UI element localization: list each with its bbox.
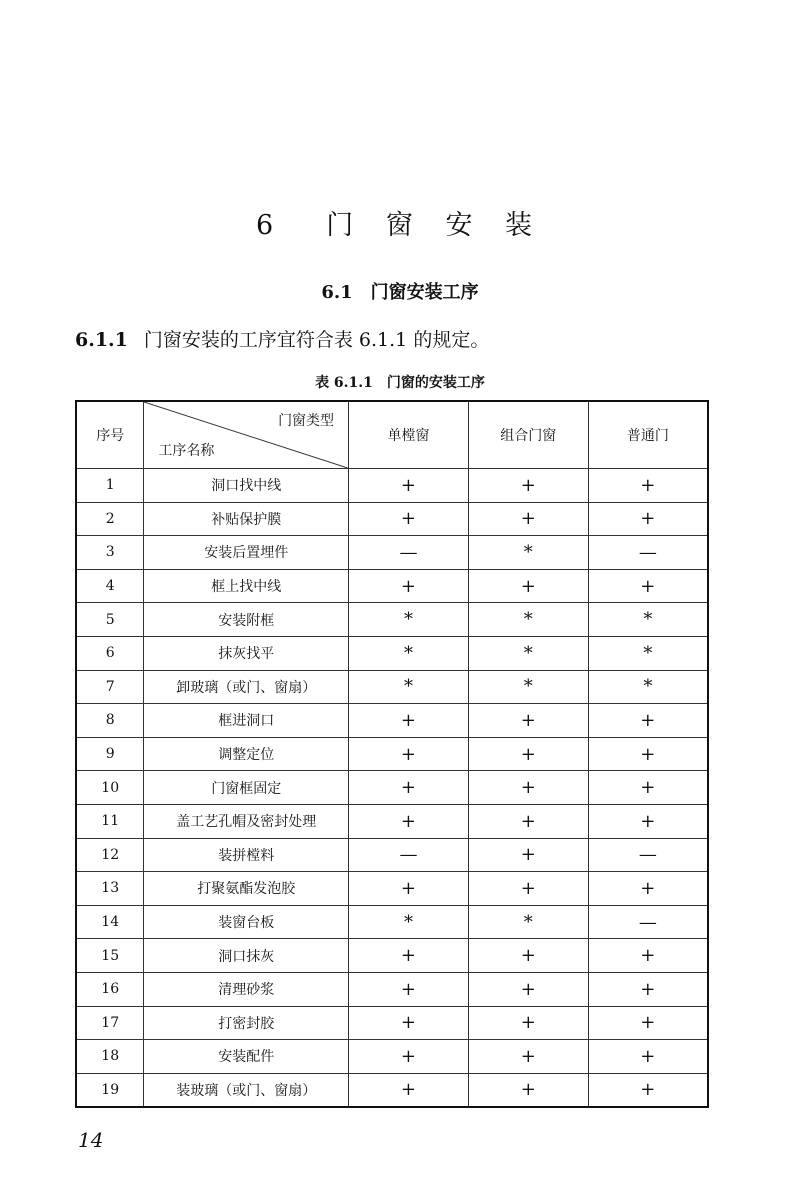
row-seq: 7 [76, 670, 144, 704]
row-single-window: + [349, 1040, 469, 1074]
row-ordinary-door: — [588, 905, 708, 939]
row-combined-door-window: * [468, 536, 588, 570]
row-combined-door-window: * [468, 670, 588, 704]
row-combined-door-window: + [468, 771, 588, 805]
table-row [76, 502, 708, 536]
row-procedure: 卸玻璃（或门、窗扇） [144, 670, 349, 704]
row-ordinary-door: + [588, 771, 708, 805]
row-ordinary-door: * [588, 603, 708, 637]
row-seq: 1 [76, 469, 144, 503]
row-seq: 13 [76, 872, 144, 906]
table-row [76, 905, 708, 939]
row-single-window: + [349, 569, 469, 603]
section-title: 门窗安装工序 [370, 282, 479, 303]
table-body [76, 469, 708, 1108]
row-single-window: * [349, 636, 469, 670]
row-single-window: + [349, 872, 469, 906]
row-ordinary-door: + [588, 469, 708, 503]
table-row [76, 704, 708, 738]
section-heading [0, 278, 800, 304]
table-caption-number: 表 6.1.1 [315, 375, 373, 391]
row-seq: 16 [76, 972, 144, 1006]
row-combined-door-window: * [468, 905, 588, 939]
chapter-name: 门 窗 安 装 [326, 210, 545, 241]
row-ordinary-door: + [588, 502, 708, 536]
row-single-window: — [349, 838, 469, 872]
table-row [76, 1040, 708, 1074]
row-seq: 10 [76, 771, 144, 805]
row-procedure: 框进洞口 [144, 704, 349, 738]
row-procedure: 安装后置埋件 [144, 536, 349, 570]
table-row [76, 972, 708, 1006]
row-ordinary-door: + [588, 804, 708, 838]
row-seq: 15 [76, 939, 144, 973]
table-row [76, 569, 708, 603]
row-seq: 14 [76, 905, 144, 939]
row-ordinary-door: + [588, 569, 708, 603]
table-row [76, 939, 708, 973]
row-ordinary-door: + [588, 737, 708, 771]
row-combined-door-window: * [468, 636, 588, 670]
row-procedure: 框上找中线 [144, 569, 349, 603]
row-combined-door-window: + [468, 569, 588, 603]
row-ordinary-door: * [588, 636, 708, 670]
row-procedure: 打聚氨酯发泡胶 [144, 872, 349, 906]
header-diagonal-cell [144, 401, 349, 469]
row-procedure: 门窗框固定 [144, 771, 349, 805]
row-ordinary-door: — [588, 838, 708, 872]
row-procedure: 洞口找中线 [144, 469, 349, 503]
row-procedure: 装窗台板 [144, 905, 349, 939]
row-seq: 11 [76, 804, 144, 838]
row-seq: 9 [76, 737, 144, 771]
row-seq: 2 [76, 502, 144, 536]
row-ordinary-door: + [588, 1040, 708, 1074]
row-seq: 3 [76, 536, 144, 570]
table-row [76, 737, 708, 771]
row-combined-door-window: + [468, 939, 588, 973]
row-single-window: * [349, 603, 469, 637]
row-combined-door-window: + [468, 972, 588, 1006]
row-procedure: 装玻璃（或门、窗扇） [144, 1073, 349, 1107]
header-single-window: 单樘窗 [349, 401, 469, 469]
row-single-window: + [349, 1006, 469, 1040]
row-single-window: + [349, 972, 469, 1006]
row-ordinary-door: + [588, 939, 708, 973]
row-ordinary-door: + [588, 704, 708, 738]
table-row [76, 872, 708, 906]
table-row [76, 469, 708, 503]
clause-text: 门窗安装的工序宜符合表 6.1.1 的规定。 [143, 329, 490, 351]
row-procedure: 洞口抹灰 [144, 939, 349, 973]
page-number: 14 [78, 1128, 104, 1152]
row-ordinary-door: + [588, 1073, 708, 1107]
row-combined-door-window: + [468, 838, 588, 872]
row-combined-door-window: + [468, 502, 588, 536]
row-procedure: 装拼樘料 [144, 838, 349, 872]
table-row [76, 670, 708, 704]
row-ordinary-door: + [588, 972, 708, 1006]
row-ordinary-door: * [588, 670, 708, 704]
row-procedure: 安装附框 [144, 603, 349, 637]
row-single-window: — [349, 536, 469, 570]
row-seq: 17 [76, 1006, 144, 1040]
row-seq: 5 [76, 603, 144, 637]
installation-procedure-table [75, 400, 709, 1108]
table-row [76, 1006, 708, 1040]
row-single-window: * [349, 905, 469, 939]
row-combined-door-window: * [468, 603, 588, 637]
row-procedure: 安装配件 [144, 1040, 349, 1074]
table-row [76, 536, 708, 570]
table-row [76, 603, 708, 637]
chapter-number: 6 [255, 210, 286, 241]
row-single-window: + [349, 737, 469, 771]
header-door-window-type: 门窗类型 [278, 413, 335, 429]
clause-paragraph [75, 325, 489, 352]
row-single-window: + [349, 771, 469, 805]
table-row [76, 838, 708, 872]
row-combined-door-window: + [468, 737, 588, 771]
row-single-window: + [349, 939, 469, 973]
row-single-window: + [349, 1073, 469, 1107]
header-ordinary-door: 普通门 [588, 401, 708, 469]
table-row [76, 771, 708, 805]
header-combined-door-window: 组合门窗 [468, 401, 588, 469]
table-caption-title: 门窗的安装工序 [386, 375, 485, 391]
row-combined-door-window: + [468, 1006, 588, 1040]
table-caption [0, 372, 800, 392]
header-procedure-name: 工序名称 [158, 443, 215, 459]
row-procedure: 补贴保护膜 [144, 502, 349, 536]
row-seq: 18 [76, 1040, 144, 1074]
row-single-window: + [349, 469, 469, 503]
row-seq: 8 [76, 704, 144, 738]
row-single-window: * [349, 670, 469, 704]
row-single-window: + [349, 804, 469, 838]
row-single-window: + [349, 704, 469, 738]
table-header-row [76, 401, 708, 469]
chapter-title [0, 203, 800, 242]
row-procedure: 打密封胶 [144, 1006, 349, 1040]
row-seq: 4 [76, 569, 144, 603]
row-procedure: 清理砂浆 [144, 972, 349, 1006]
row-ordinary-door: — [588, 536, 708, 570]
row-seq: 19 [76, 1073, 144, 1107]
row-combined-door-window: + [468, 804, 588, 838]
table-row [76, 1073, 708, 1107]
clause-number: 6.1.1 [75, 329, 128, 351]
header-seq: 序号 [76, 401, 144, 469]
row-procedure: 抹灰找平 [144, 636, 349, 670]
section-number: 6.1 [321, 282, 353, 303]
row-combined-door-window: + [468, 1040, 588, 1074]
row-seq: 6 [76, 636, 144, 670]
row-combined-door-window: + [468, 1073, 588, 1107]
row-combined-door-window: + [468, 469, 588, 503]
table-row [76, 804, 708, 838]
row-combined-door-window: + [468, 704, 588, 738]
row-ordinary-door: + [588, 872, 708, 906]
row-procedure: 盖工艺孔帽及密封处理 [144, 804, 349, 838]
row-ordinary-door: + [588, 1006, 708, 1040]
table-row [76, 636, 708, 670]
row-single-window: + [349, 502, 469, 536]
row-procedure: 调整定位 [144, 737, 349, 771]
row-seq: 12 [76, 838, 144, 872]
row-combined-door-window: + [468, 872, 588, 906]
